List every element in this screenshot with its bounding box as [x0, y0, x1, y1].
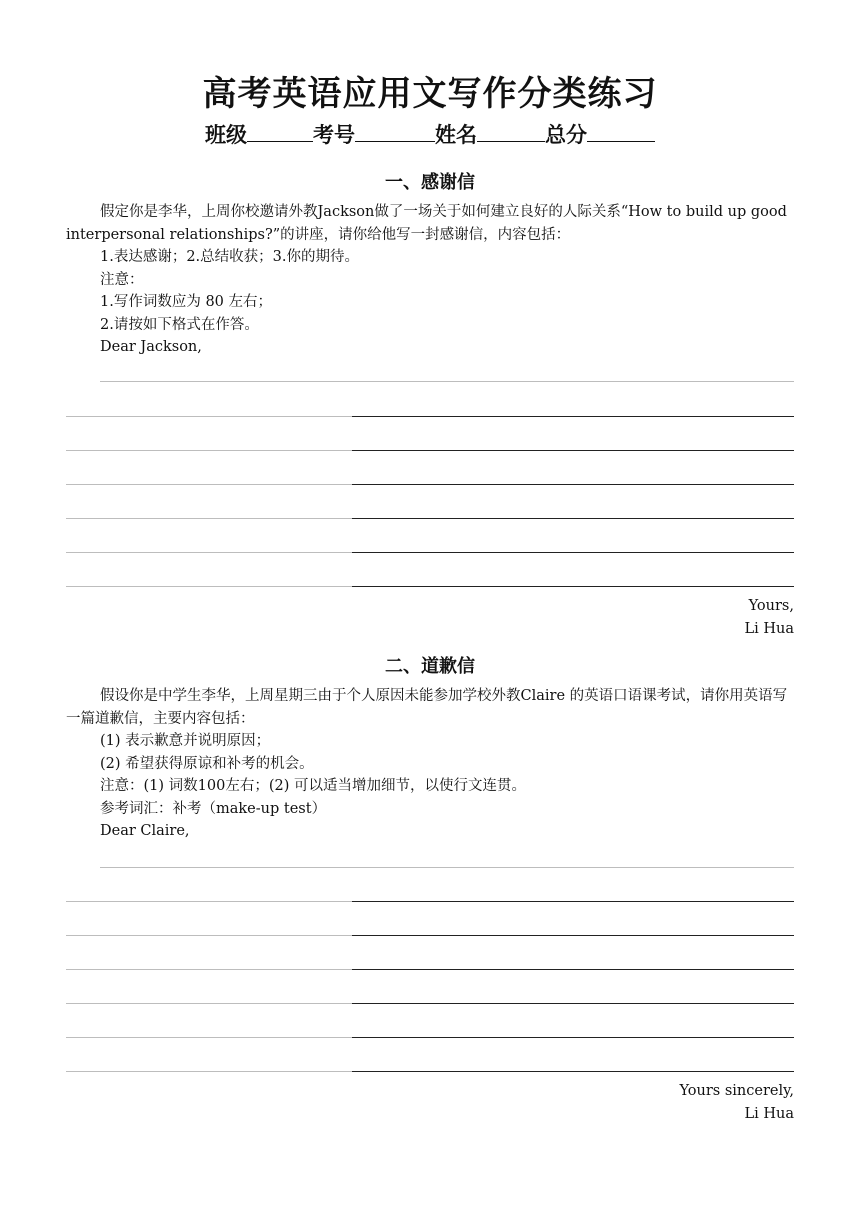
student-info-line — [0, 119, 860, 149]
section1-prompt — [66, 201, 794, 359]
prompt-line: (1) 表示歉意并说明原因； — [100, 733, 271, 749]
writing-line[interactable] — [100, 867, 794, 868]
number-label: 考号 — [313, 123, 355, 147]
writing-line[interactable] — [66, 586, 794, 587]
writing-line[interactable] — [66, 518, 794, 519]
salutation: Dear Jackson, — [100, 339, 202, 355]
prompt-line: (2) 希望获得原谅和补考的机会。 — [100, 755, 314, 772]
section1-heading: 一、感谢信 — [385, 172, 475, 193]
number-blank[interactable] — [355, 123, 435, 142]
signature: Li Hua — [744, 1105, 794, 1122]
name-blank[interactable] — [477, 123, 545, 142]
prompt-line: 注意： — [100, 271, 144, 288]
writing-line[interactable] — [66, 552, 794, 553]
prompt-line: 1.写作词数应为 80 左右； — [100, 294, 273, 310]
score-blank[interactable] — [587, 123, 655, 142]
section2-heading: 二、道歉信 — [385, 656, 475, 677]
prompt-line: 参考词汇：补考（make-up test） — [100, 800, 327, 817]
class-blank[interactable] — [247, 123, 313, 142]
prompt-line: 注意：(1) 词数100左右；(2) 可以适当增加细节，以使行文连贯。 — [100, 778, 526, 794]
closing: Yours, — [748, 598, 794, 614]
closing: Yours sincerely, — [679, 1083, 794, 1099]
writing-line[interactable] — [66, 969, 794, 970]
writing-line[interactable] — [66, 901, 794, 902]
prompt-line: 1.表达感谢；2.总结收获；3.你的期待。 — [100, 249, 360, 265]
name-label: 姓名 — [435, 123, 477, 147]
writing-line[interactable] — [66, 935, 794, 936]
section1-signoff — [520, 595, 794, 640]
score-label: 总分 — [545, 123, 587, 147]
writing-line[interactable] — [66, 1071, 794, 1072]
salutation: Dear Claire, — [100, 823, 190, 839]
writing-line[interactable] — [66, 484, 794, 485]
section2-signoff — [520, 1080, 794, 1125]
writing-line[interactable] — [66, 450, 794, 451]
writing-line[interactable] — [66, 1037, 794, 1038]
writing-line[interactable] — [66, 416, 794, 417]
class-label: 班级 — [205, 123, 247, 147]
prompt-line: 2.请按如下格式在作答。 — [100, 316, 259, 333]
writing-line[interactable] — [100, 381, 794, 382]
page-title: 高考英语应用文写作分类练习 — [202, 74, 658, 114]
signature: Li Hua — [744, 620, 794, 637]
writing-line[interactable] — [66, 1003, 794, 1004]
prompt-line: 假设你是中学生李华，上周星期三由于个人原因未能参加学校外教Claire 的英语口语课考试，请你用英语写一篇道歉信，主要内容包括： — [66, 688, 788, 727]
section2-prompt — [66, 685, 794, 843]
prompt-line: 假定你是李华，上周你校邀请外教Jackson做了一场关于如何建立良好的人际关系“How to build up good interpersonal relationships?”的讲座，请你给他写一封感谢信，内容包括： — [66, 204, 787, 243]
